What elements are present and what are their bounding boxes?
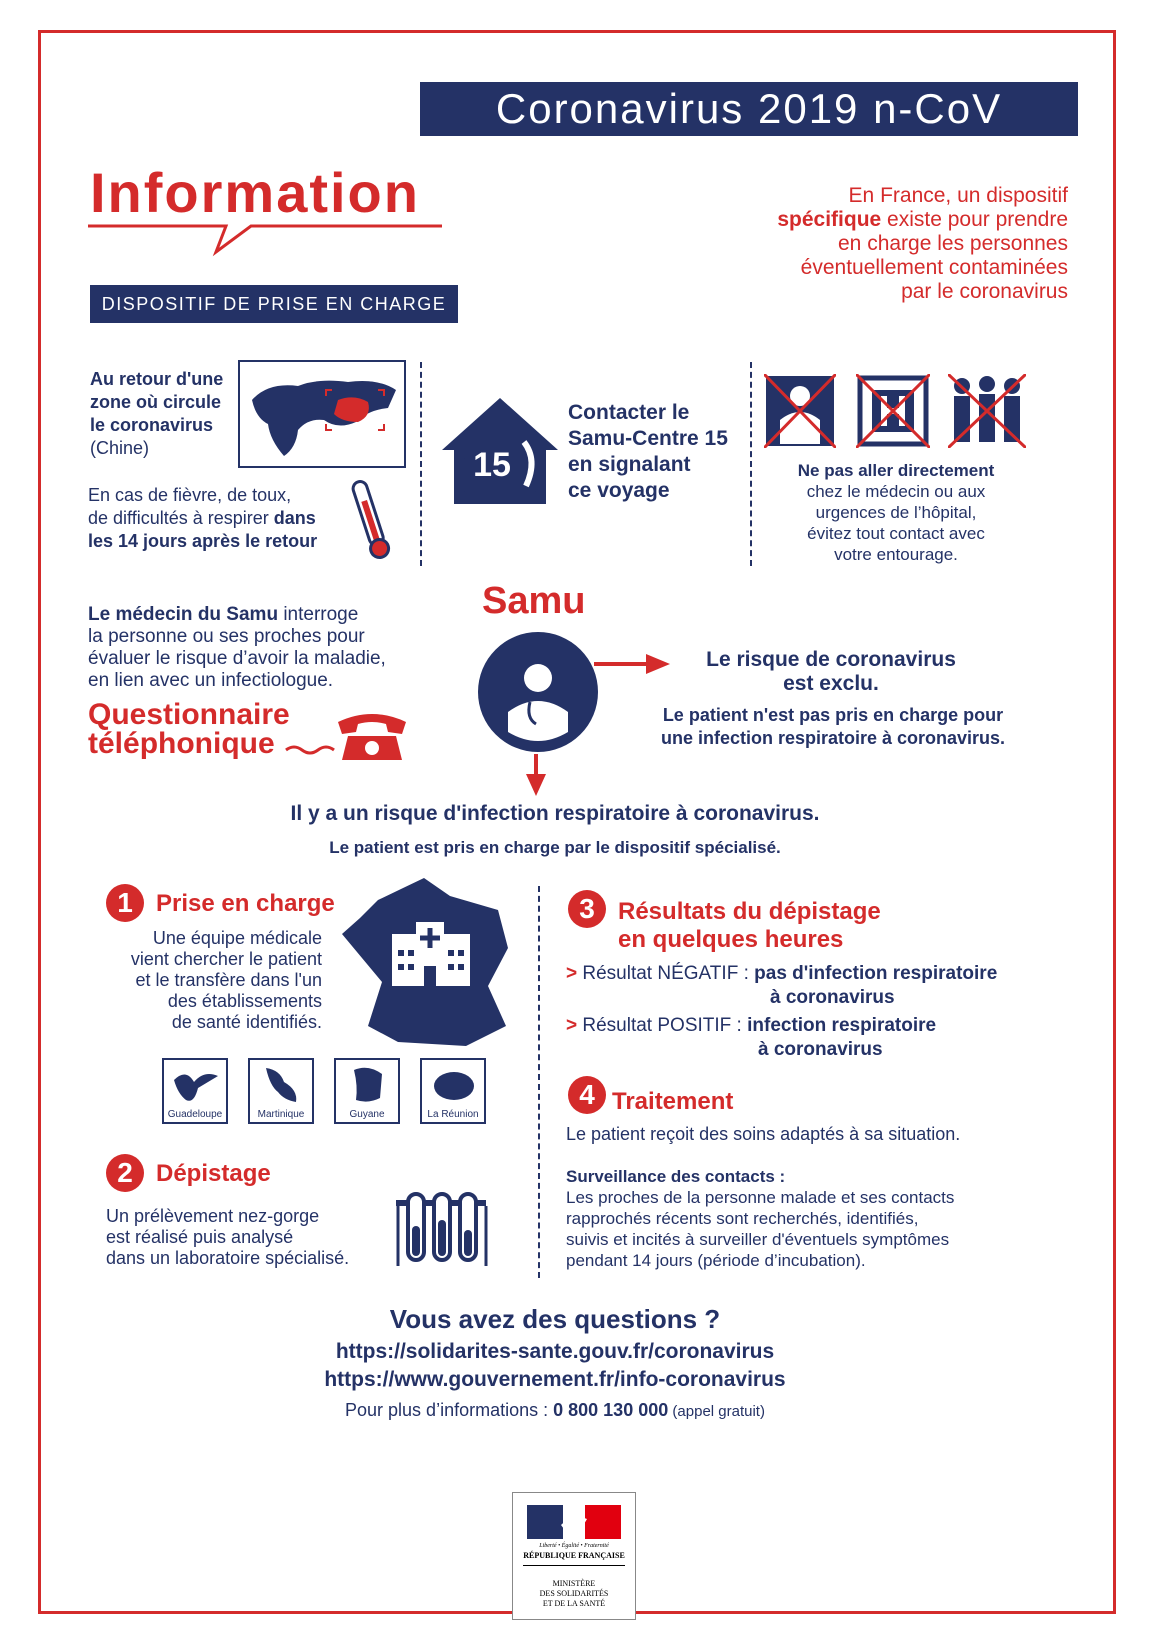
reunion-map-icon — [422, 1060, 484, 1110]
no-doctor-icon — [764, 374, 836, 448]
avoid-text: Ne pas aller directement chez le médecin ou aux urgences de l’hôpital, évitez tout contact avec votre entourage. — [797, 461, 995, 564]
contact-surveillance: Surveillance des contacts : Les proches de la personne malade et ses contacts rapprochés récents sont recherchés, identifiés, suivis et incités à surveiller d'éventuels symptômes pendant 14 jours (période d’incubation). — [566, 1167, 955, 1270]
thermometer-icon — [346, 476, 394, 562]
result-positive: > Résultat POSITIF : infection respiratoire à coronavirus — [566, 1015, 937, 1060]
step-3-badge: 3 — [568, 890, 606, 928]
intro-text: En France, un dispositif spécifique existe pour prendre en charge les personnes éventuellement contaminées par le coronavirus — [777, 184, 1068, 303]
questions-heading: Vous avez des questions ? — [389, 1304, 721, 1334]
risk-excluded-title: Le risque de coronavirus est exclu. — [706, 648, 956, 695]
house-phone-icon — [438, 394, 562, 508]
risk-excluded-detail: Le patient n'est pas pris en charge pour une infection respiratoire à coronavirus. — [660, 705, 1006, 748]
step-2-title: Dépistage — [156, 1160, 271, 1187]
risk-present-detail: Le patient est pris en charge par le dispositif spécialisé. — [329, 838, 781, 857]
divider — [750, 362, 752, 566]
test-tubes-icon — [392, 1190, 492, 1270]
information-heading: Information — [90, 161, 420, 224]
badge-15: 15 — [473, 446, 511, 484]
territory-guyane: Guyane — [334, 1058, 400, 1124]
guadeloupe-map-icon — [164, 1060, 226, 1110]
step-1-text: Une équipe médicale vient chercher le patient et le transfère dans l'un des établissements de santé identifiés. — [130, 928, 322, 1032]
page-title: Coronavirus 2019 n-CoV — [420, 82, 1078, 136]
phone-number[interactable]: 0 800 130 000 — [553, 1400, 669, 1420]
samu-title: Samu — [482, 580, 586, 622]
telephone-icon — [282, 708, 412, 764]
speech-bubble-underline — [86, 222, 446, 258]
contact-samu-text: Contacter le Samu-Centre 15 en signalant ce voyage — [568, 401, 728, 502]
treatment-text: Le patient reçoit des soins adaptés à sa situation. — [566, 1124, 961, 1144]
risk-present-title: Il y a un risque d'infection respiratoire à coronavirus. — [290, 802, 820, 825]
step-3-title: Résultats du dépistage en quelques heures — [618, 898, 881, 953]
france-hospital-icon — [338, 876, 514, 1048]
step-1-title: Prise en charge — [156, 890, 335, 917]
samu-description: Le médecin du Samu interroge la personne ou ses proches pour évaluer le risque d’avoir la maladie, en lien avec un infectiologue. — [88, 604, 386, 691]
phone-line: Pour plus d’informations : 0 800 130 000 (appel gratuit) — [345, 1400, 765, 1420]
no-crowd-icon — [948, 374, 1026, 448]
url-solidarites[interactable]: https://solidarites-sante.gouv.fr/coronavirus — [335, 1340, 775, 1363]
step-2-badge: 2 — [106, 1154, 144, 1192]
divider — [538, 886, 540, 1278]
step-1-badge: 1 — [106, 884, 144, 922]
step-2-text: Un prélèvement nez-gorge est réalisé puis analysé dans un laboratoire spécialisé. — [106, 1206, 350, 1268]
questionnaire-label: Questionnaire téléphonique — [88, 698, 290, 760]
territory-martinique: Martinique — [248, 1058, 314, 1124]
martinique-map-icon — [250, 1060, 312, 1110]
ministry-logo: Liberté • Égalité • Fraternité RÉPUBLIQUE FRANÇAISE MINISTÈRE DES SOLIDARITÉS ET DE LA SANTÉ — [512, 1492, 636, 1620]
territory-reunion: La Réunion — [420, 1058, 486, 1124]
url-gouvernement[interactable]: https://www.gouvernement.fr/info-coronavirus — [324, 1368, 786, 1391]
world-map-icon — [238, 360, 406, 468]
fever-text: En cas de fièvre, de toux, de difficultés à respirer dans les 14 jours après le retour — [88, 485, 318, 551]
subtitle-banner: DISPOSITIF DE PRISE EN CHARGE — [90, 285, 458, 323]
step-4-title: Traitement — [612, 1088, 734, 1115]
no-hospital-icon — [856, 374, 930, 448]
marianne-icon — [527, 1505, 621, 1539]
guyane-map-icon — [336, 1060, 398, 1110]
territory-guadeloupe: Guadeloupe — [162, 1058, 228, 1124]
divider — [420, 362, 422, 566]
return-text: Au retour d'une zone où circule le coronavirus (Chine) — [90, 369, 224, 458]
result-negative: > Résultat NÉGATIF : pas d'infection respiratoire à coronavirus — [566, 963, 998, 1008]
step-4-badge: 4 — [568, 1076, 606, 1114]
